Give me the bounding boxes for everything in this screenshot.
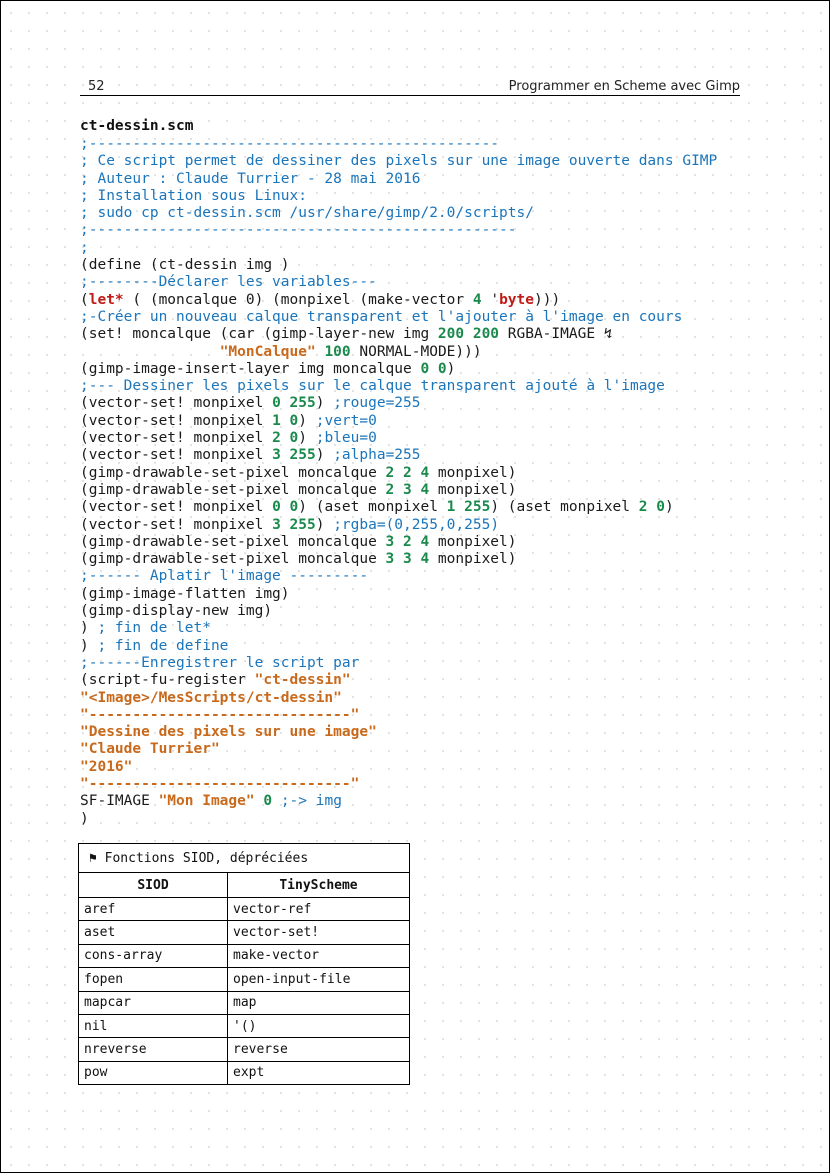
code-token: ) [664,499,674,516]
code-token: (vector-set! monpixel [80,516,273,533]
code-line [80,188,717,205]
table-row [79,921,410,944]
siod-function-cell: aref [79,898,228,921]
code-token: 200 200 [437,326,500,343]
siod-function-cell: aset [79,921,228,944]
code-token: 0 0 [272,499,299,516]
code-token [272,793,281,809]
code-token: ( [80,291,89,308]
siod-function-cell: nil [79,1014,228,1037]
code-token: (gimp-drawable-set-pixel moncalque [80,551,386,568]
code-line [80,222,717,239]
code-token: 0 255 [272,395,316,412]
code-token: ) [315,516,334,533]
code-token: "Claude Turrier" [80,741,220,758]
siod-functions-table [78,843,410,1085]
code-line [80,378,717,395]
code-token: ; fin de let* [97,620,211,637]
code-token: (vector-set! monpixel [80,412,273,429]
code-token: (vector-set! monpixel [80,447,273,464]
page-header [80,78,740,96]
code-token: ) (aset monpixel [490,499,639,516]
code-token: 0 0 [420,360,447,377]
code-token: byte [499,291,534,308]
code-token: RGBA-IMAGE ↯ [499,326,613,343]
code-token: ) [298,430,316,447]
code-line [80,707,717,724]
code-line [80,344,717,361]
code-line [80,568,717,585]
tinyscheme-function-cell: make-vector [228,944,410,967]
table-row [79,1061,410,1084]
tinyscheme-function-cell: expt [228,1061,410,1084]
code-token: (vector-set! monpixel [80,430,273,447]
code-line [80,430,717,447]
table-caption [79,844,410,873]
code-token: 3 255 [272,516,316,533]
code-token: 100 [324,343,351,360]
code-line [80,811,717,828]
code-token [80,344,220,360]
code-line [80,724,717,741]
code-line [80,153,717,170]
code-line [80,257,717,274]
code-line [80,136,717,153]
code-line [80,482,717,499]
table-row [79,944,410,967]
code-token: let* [88,291,124,308]
code-token: ; sudo cp ct-dessin.scm /usr/share/gimp/2.0/scripts/ [80,205,534,222]
code-token: ( (moncalque 0) (monpixel (make-vector [123,291,473,308]
code-line [80,517,717,534]
code-line [80,620,717,637]
code-line [80,534,717,551]
code-line [80,292,717,309]
code-token: "2016" [80,758,133,775]
code-token: ;------Enregistrer le script par [80,654,360,671]
code-line [80,551,717,568]
code-line [80,741,717,758]
table-row [79,898,410,921]
code-token: ; Auteur : Claude Turrier - 28 mai 2016 [80,170,421,187]
code-token: 2 0 [272,430,299,447]
table-row [79,991,410,1014]
tinyscheme-function-cell: reverse [228,1038,410,1061]
code-token: ; Ce script permet de dessiner des pixels sur une image ouverte dans GIMP [80,153,718,170]
code-line [80,447,717,464]
code-line [80,309,717,326]
code-line [80,603,717,620]
tinyscheme-function-cell: '() [228,1014,410,1037]
code-line [80,690,717,707]
code-token: 1 0 [272,412,299,429]
siod-function-cell: mapcar [79,991,228,1014]
table-caption-text: Fonctions SIOD, dépréciées [104,850,309,866]
code-token: monpixel) [429,551,517,568]
code-token: ; [80,239,89,256]
code-line [80,361,717,378]
flag-icon: ⚑ [89,850,97,866]
siod-function-cell: fopen [79,968,228,991]
code-line [80,395,717,412]
code-line [80,205,717,222]
code-token: (gimp-drawable-set-pixel moncalque [80,533,386,550]
code-token: NORMAL-MODE))) [350,343,482,360]
code-token: "Mon Image" [158,793,255,810]
code-line [80,776,717,793]
column-header-tinyscheme: TinyScheme [228,873,410,898]
code-token: ) [80,810,89,827]
code-token: ;-Créer un nouveau calque transparent et l'ajouter à l'image en cours [80,308,683,325]
code-token: ;----------------------------------------------- [80,136,500,152]
code-token: "------------------------------" [80,706,360,723]
code-token: "ct-dessin" [254,672,351,689]
code-token: ;--------Déclarer les variables--- [80,274,377,291]
code-token: ;--- Dessiner les pixels sur le calque transparent ajouté à l'image [80,378,665,395]
code-token: ; fin de define [97,637,229,654]
code-token: ) (aset monpixel [298,499,447,516]
code-token: ;alpha=255 [333,447,421,464]
code-token: (gimp-drawable-set-pixel moncalque [80,464,386,481]
table-row [79,1014,410,1037]
code-token: (gimp-image-flatten img) [80,585,290,602]
code-line [80,655,717,672]
code-token: monpixel) [429,533,517,550]
book-title: Programmer en Scheme avec Gimp [508,79,740,94]
script-filename: ct-dessin.scm [80,118,194,134]
code-line [80,240,717,257]
code-token: (script-fu-register [80,672,255,689]
code-token: ;vert=0 [315,412,377,429]
code-token: ) [80,637,98,654]
code-token: SF-IMAGE [80,793,159,810]
code-token: 2 3 4 [385,481,430,498]
code-line [80,465,717,482]
code-token: ' [481,291,500,308]
code-token: ) [446,360,456,377]
code-token: ) [315,395,334,412]
code-line [80,759,717,776]
code-token: (define (ct-dessin img ) [80,257,290,274]
code-token: ;-> img [280,793,342,810]
code-token: 2 0 [638,499,665,516]
code-line [80,274,717,291]
tinyscheme-function-cell: vector-ref [228,898,410,921]
code-token: ) [298,412,316,429]
code-token: (gimp-image-insert-layer img moncalque [80,360,421,377]
code-line [80,326,717,343]
code-token: ;------------------------------------------------- [80,222,517,239]
code-token: ;------ Aplatir l'image --------- [80,568,369,585]
tinyscheme-function-cell: vector-set! [228,921,410,944]
code-token: monpixel) [429,481,517,498]
table-row [79,1038,410,1061]
column-header-siod: SIOD [79,873,228,898]
siod-function-cell: pow [79,1061,228,1084]
code-token: 3 3 4 [385,551,430,568]
code-line [80,793,717,810]
code-token: (vector-set! monpixel [80,499,273,516]
code-token: ;bleu=0 [315,430,377,447]
code-token: "<Image>/MesScripts/ct-dessin" [80,689,342,706]
tinyscheme-function-cell: map [228,991,410,1014]
code-token: 4 [472,291,482,308]
siod-function-cell: nreverse [79,1038,228,1061]
code-token: ) [80,620,98,637]
code-token: 3 2 4 [385,533,430,550]
code-line [80,499,717,516]
code-token: ;rouge=255 [333,395,421,412]
code-token: 3 255 [272,447,316,464]
code-token: (vector-set! monpixel [80,395,273,412]
code-token: ) [315,447,334,464]
code-token: (gimp-drawable-set-pixel moncalque [80,481,386,498]
code-line [80,672,717,689]
code-token: "MonCalque" [219,343,316,360]
code-token: ))) [533,291,561,308]
page-number: 52 [88,79,105,94]
code-token: ;rgba=(0,255,0,255) [333,516,500,533]
table-row [79,968,410,991]
code-token: "Dessine des pixels sur une image" [80,724,377,741]
code-token: (set! moncalque (car (gimp-layer-new img [80,326,438,343]
code-token: 1 255 [446,499,491,516]
code-listing [80,136,717,828]
code-line [80,171,717,188]
tinyscheme-function-cell: open-input-file [228,968,410,991]
code-token: 2 2 4 [385,464,430,481]
code-token: monpixel) [429,464,517,481]
code-line [80,413,717,430]
siod-function-cell: cons-array [79,944,228,967]
code-token: (gimp-display-new img) [80,603,273,620]
code-token: ; Installation sous Linux: [80,187,307,204]
code-line [80,586,717,603]
code-token: "------------------------------" [80,775,360,792]
code-token: 0 [263,793,273,810]
code-line [80,638,717,655]
